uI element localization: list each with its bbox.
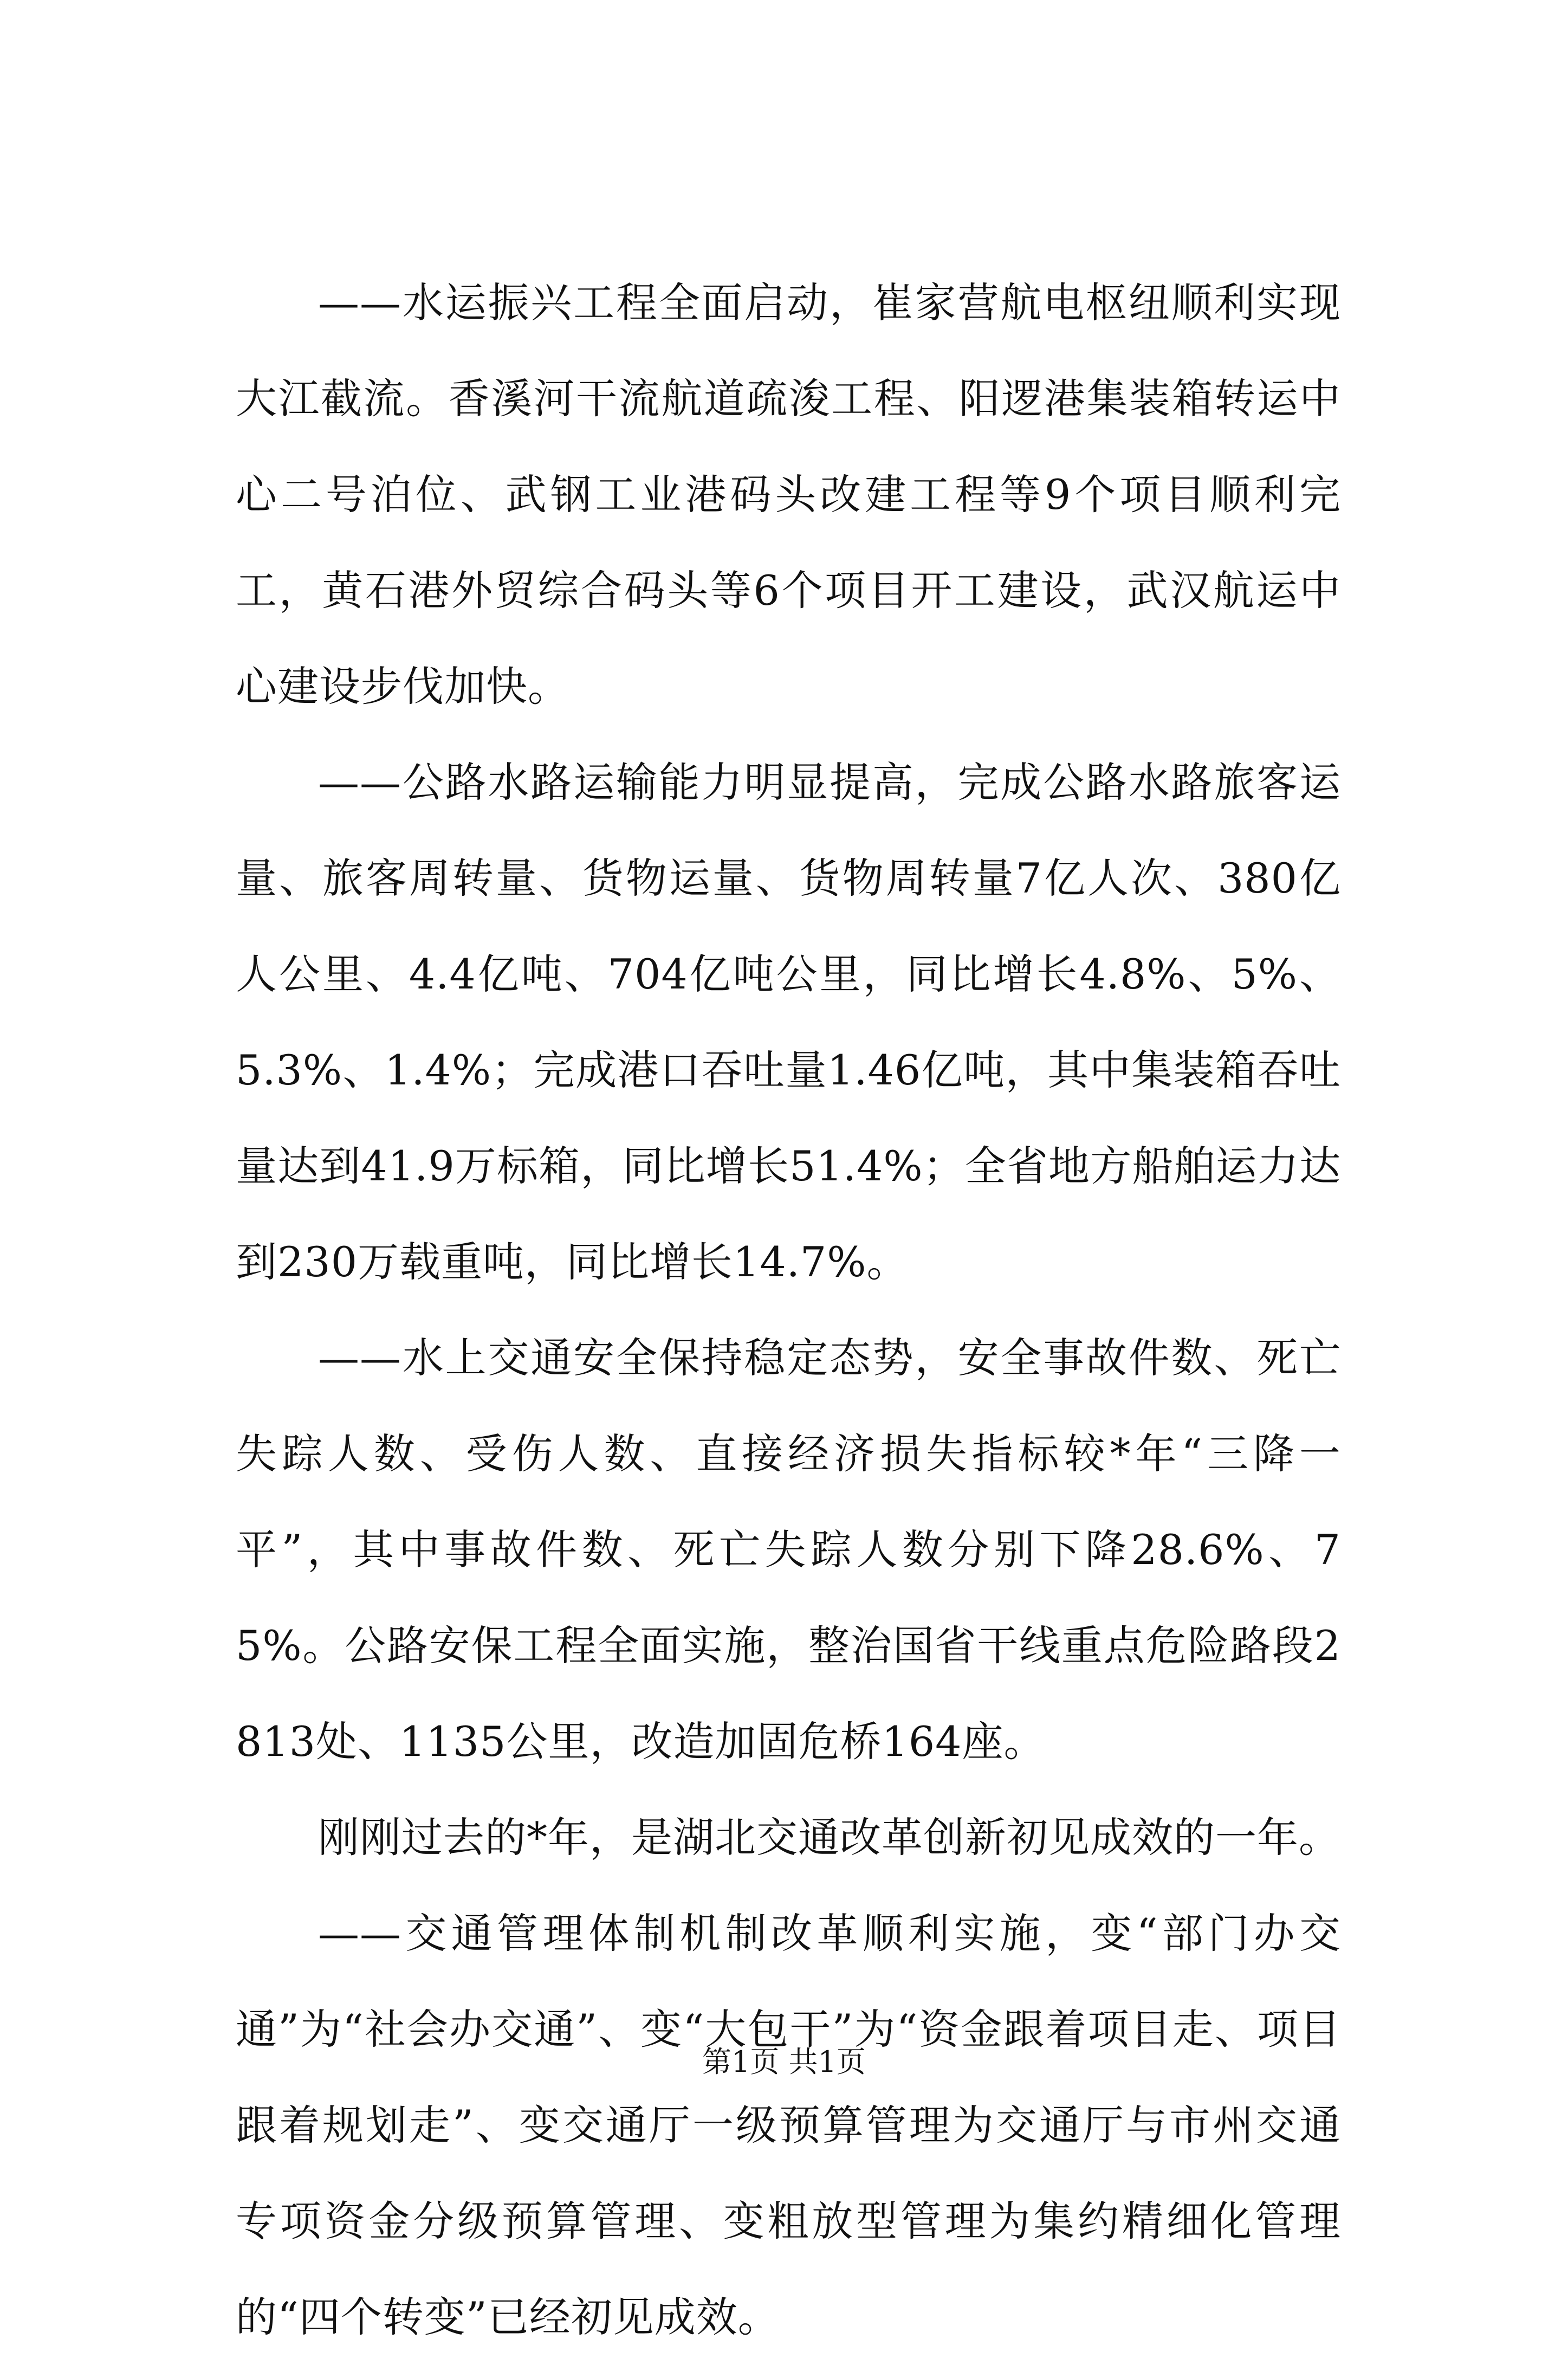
paragraph-transport-capacity: ——公路水路运输能力明显提高，完成公路水路旅客运量、旅客周转量、货物运量、货物周转量7亿人次、380亿人公里、4.4亿吨、704亿吨公里，同比增长4.8%、5%、5.3%、1.4%；完成港口吞吐量1.46亿吨，其中集装箱吞吐量达到41.9万标箱，同比增长51.4%；全省地方船舶运力达到230万载重吨，同比增长14.7%。: [236, 758, 1341, 1286]
paragraph-water-traffic-safety: ——水上交通安全保持稳定态势，安全事故件数、死亡失踪人数、受伤人数、直接经济损失指标较*年“三降一平”，其中事故件数、死亡失踪人数分别下降28.6%、75%。公路安保工程全面实施，整治国省干线重点危险路段2813处、1135公里，改造加固危桥164座。: [236, 1334, 1341, 1766]
paragraph-reform-summary: 刚刚过去的*年，是湖北交通改革创新初见成效的一年。: [318, 1813, 1340, 1862]
page-number-footer: 第1页 共1页: [702, 2045, 866, 2079]
paragraph-waterway-revitalization: ——水运振兴工程全面启动，崔家营航电枢纽顺利实现大江截流。香溪河干流航道疏浚工程、阳逻港集装箱转运中心二号泊位、武钢工业港码头改建工程等9个项目顺利完工，黄石港外贸综合码头等6个项目开工建设，武汉航运中心建设步伐加快。: [236, 279, 1341, 710]
paragraph-management-reform: ——交通管理体制机制改革顺利实施，变“部门办交通”为“社会办交通”、变“大包干”为“资金跟着项目走、项目跟着规划走”、变交通厅一级预算管理为交通厅与市州交通专项资金分级预算管理、变粗放型管理为集约精细化管理的“四个转变”已经初见成效。: [236, 1909, 1341, 2341]
